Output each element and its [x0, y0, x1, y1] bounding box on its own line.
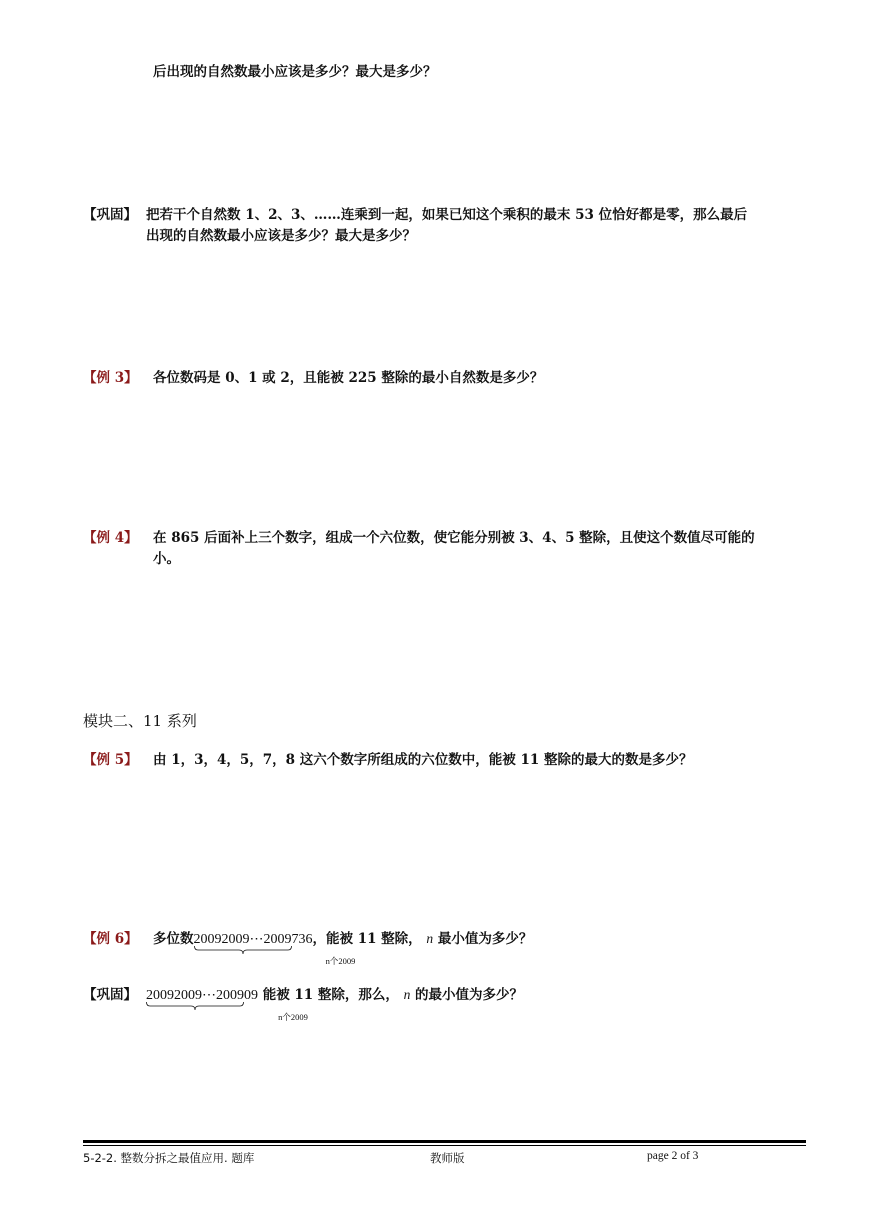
- module-heading: 模块二、11 系列: [83, 712, 197, 730]
- gonggu-tag-2: 【巩固】: [83, 987, 137, 1003]
- gonggu-1-line-1: 把若干个自然数 1、2、3、……连乘到一起，如果已知这个乘积的最末 53 位恰好都是零，那么最后: [146, 207, 748, 223]
- footer-page-number: page 2 of 3: [647, 1150, 699, 1162]
- gonggu-tag-1: 【巩固】: [83, 207, 137, 223]
- example-6-mid: ，能被 11 整除，: [312, 931, 422, 947]
- example-6-tag: 【例 6】: [83, 931, 138, 947]
- gonggu-2-brace-note: n个2009: [278, 1012, 308, 1022]
- example-5-tag: 【例 5】: [83, 752, 138, 768]
- example-3-text: 各位数码是 0、1 或 2，且能被 225 整除的最小自然数是多少？: [153, 370, 544, 386]
- gonggu-2-tail: 09: [244, 988, 258, 1003]
- gonggu-1-line-2: 出现的自然数最小应该是多少？最大是多少？: [146, 228, 416, 244]
- footer-rule-thick: [83, 1140, 806, 1143]
- gonggu-2-variable: n: [403, 987, 411, 1002]
- example-4-line-1: 在 865 后面补上三个数字，组成一个六位数，使它能分别被 3、4、5 整除，且使这个数值尽可能的: [153, 530, 755, 546]
- gonggu-2-text: [146, 985, 524, 1022]
- footer-edition: 教师版: [430, 1151, 465, 1165]
- gonggu-2-repeated-number: 20092009⋯2009: [146, 988, 244, 1003]
- underbrace-icon: [146, 1002, 244, 1010]
- example-6-prefix: 多位数: [153, 931, 194, 947]
- gonggu-2-underbrace-group: [146, 985, 308, 1022]
- example-6-text: [153, 929, 533, 966]
- example-6-repeated-number: 20092009⋯2009: [193, 932, 292, 947]
- gonggu-2-mid: 能被 11 整除，那么，: [258, 987, 399, 1003]
- example-6-variable: n: [426, 931, 434, 946]
- example-4-tag: 【例 4】: [83, 530, 138, 546]
- example-6-brace-note: n个2009: [325, 956, 356, 966]
- example-5-text: 由 1，3，4，5，7，8 这六个数字所组成的六位数中，能被 11 整除的最大的数是多少？: [153, 752, 693, 768]
- gonggu-2-suffix: 的最小值为多少？: [415, 987, 524, 1003]
- footer-doc-title: 5-2-2. 整数分拆之最值应用. 题库: [83, 1151, 255, 1165]
- example-6-tail: 736: [291, 932, 313, 947]
- example-3-tag: 【例 3】: [83, 370, 138, 386]
- example-6-suffix: 最小值为多少？: [437, 931, 533, 947]
- continued-question-line: 后出现的自然数最小应该是多少？最大是多少？: [153, 64, 437, 80]
- example-4-line-2: 小。: [153, 551, 180, 567]
- underbrace-icon: [194, 946, 292, 954]
- footer-rule-thin: [83, 1145, 806, 1146]
